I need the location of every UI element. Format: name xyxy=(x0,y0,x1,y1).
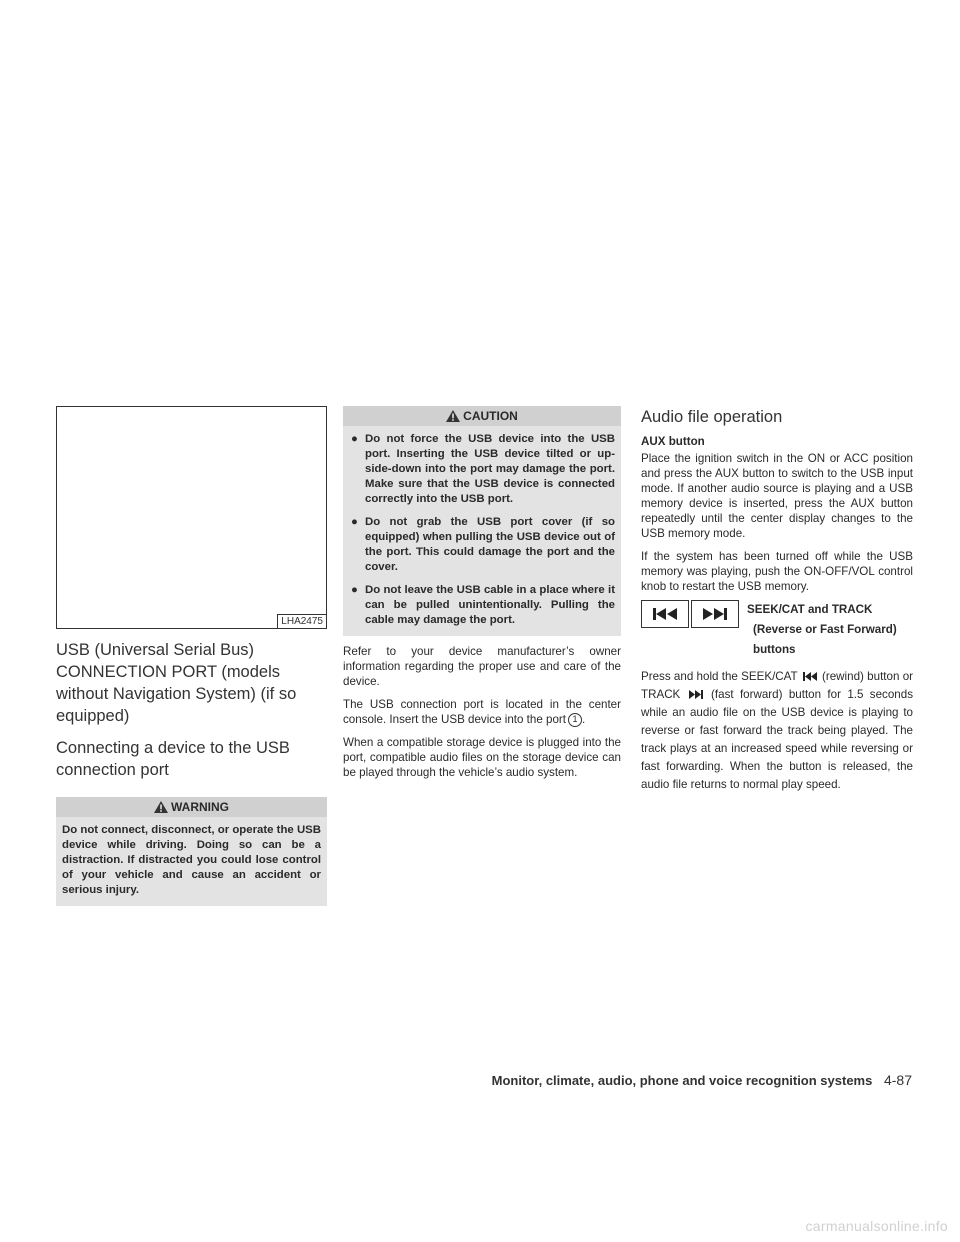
track-button-illustration xyxy=(691,600,739,628)
warning-title: WARNING xyxy=(171,800,229,814)
paragraph: If the system has been turned off while the USB memory was playing, push the ON-OFF/VOL control knob to restart the USB memory. xyxy=(641,550,913,593)
seek-button-illustration xyxy=(641,600,689,628)
caution-header xyxy=(343,406,621,426)
caution-title: CAUTION xyxy=(463,409,518,423)
column-3 xyxy=(641,406,913,794)
column-1 xyxy=(56,406,327,906)
page-number: 4-87 xyxy=(883,1072,912,1088)
section-heading: USB (Universal Serial Bus) CONNECTION PORT (models without Navigation System) (if so equipped) xyxy=(56,641,297,725)
paragraph: When a compatible storage device is plugged into the port, compatible audio files on the storage device can be played through the vehicle’s audio system. xyxy=(343,736,621,779)
skip-forward-icon xyxy=(689,690,703,699)
caution-box xyxy=(343,406,621,636)
warning-text: Do not connect, disconnect, or operate the USB device while driving. Doing so can be a distraction. If distracted you could lose control of your vehicle and cause an accident or serious injury. xyxy=(62,824,321,896)
audio-heading: Audio file operation xyxy=(641,408,783,426)
caution-list xyxy=(349,432,615,628)
paragraph: Place the ignition switch in the ON or ACC position and press the AUX button to switch to the USB input mode. If another audio source is playing and a USB memory device is inserted, press the AUX button repeatedly until the center display changes to the USB memory mode. xyxy=(641,452,913,540)
figure-usb-port xyxy=(56,406,327,629)
warning-header xyxy=(56,797,327,817)
skip-back-icon xyxy=(652,607,678,621)
section-title: Monitor, climate, audio, phone and voice recognition systems xyxy=(491,1073,873,1088)
warning-triangle-icon xyxy=(154,801,168,813)
caution-item: ● Do not leave the USB cable in a place where it can be pulled unintentionally. Pulling the cable may damage the port. xyxy=(351,584,615,626)
page-footer xyxy=(492,1072,912,1088)
caution-item: ● Do not force the USB device into the USB port. Inserting the USB device tilted or up-side-down into the port may damage the port. Make sure that the USB device is connected correctly into the USB port. xyxy=(351,433,615,505)
subsection-heading: Connecting a device to the USB connection port xyxy=(56,739,290,779)
skip-forward-icon xyxy=(702,607,728,621)
caution-item: ● Do not grab the USB port cover (if so equipped) when pulling the USB device out of the port. This could damage the port and the cover. xyxy=(351,516,615,573)
paragraph: Refer to your device manufacturer’s owner information regarding the proper use and care of the device. xyxy=(343,645,621,688)
paragraph: The USB connection port is located in the center console. Insert the USB device into the port 1 . xyxy=(343,698,621,726)
figure-label: LHA2475 xyxy=(277,614,326,628)
seek-track-illustration xyxy=(641,600,913,660)
callout-marker: 1 xyxy=(568,713,582,727)
aux-subheading: AUX button xyxy=(641,435,705,448)
warning-box xyxy=(56,797,327,906)
warning-triangle-icon xyxy=(446,410,460,422)
skip-back-icon xyxy=(803,672,817,681)
watermark: carmanualsonline.info xyxy=(805,1218,948,1234)
paragraph: Press and hold the SEEK/CAT (rewind) button or TRACK (fast forward) button for 1.5 seconds while an audio file on the USB device is playing to reverse or fast forward the track being played. The track plays at an increased speed while reversing or fast forwarding. When the button is released, the audio file returns to normal play speed. xyxy=(641,670,913,791)
seek-track-caption: SEEK/CAT and TRACK (Reverse or Fast Forward) buttons xyxy=(747,603,897,656)
column-2 xyxy=(343,406,621,780)
